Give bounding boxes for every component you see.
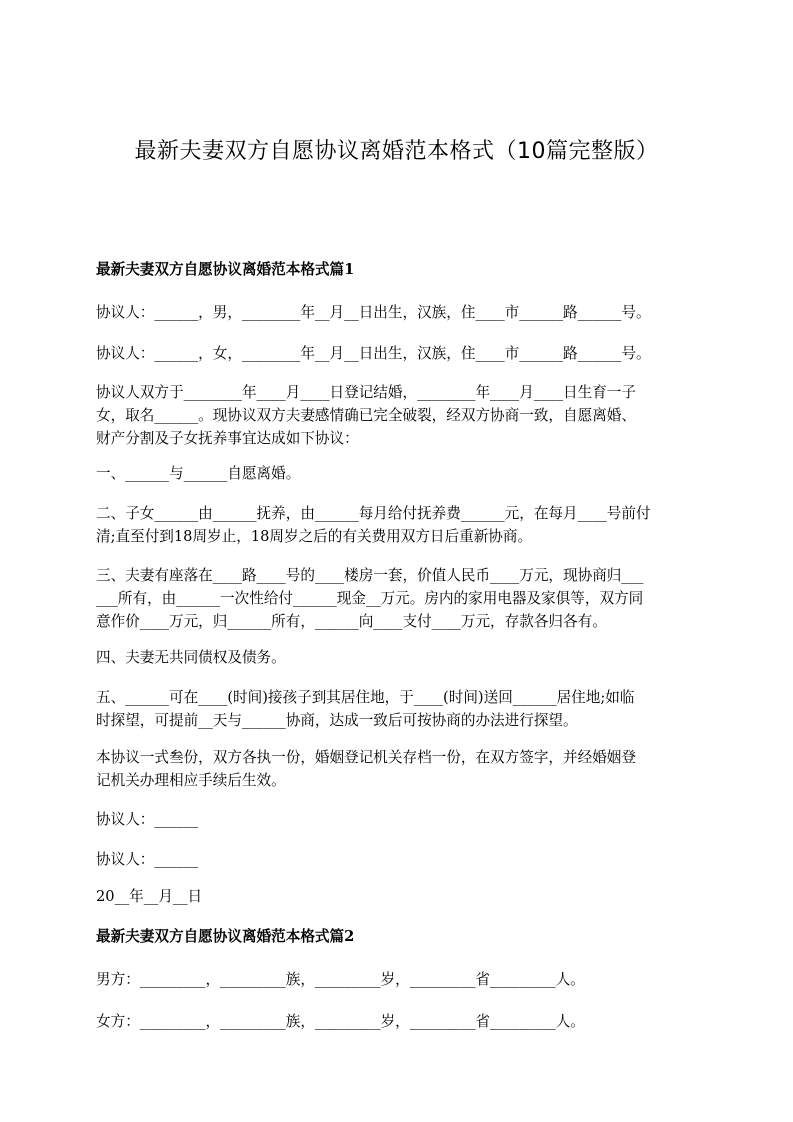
clause-2 xyxy=(96,502,708,548)
marriage-paragraph xyxy=(96,381,708,450)
male-line: 男方：_________，_________族，_________岁，_________省_________人。 xyxy=(96,971,585,988)
female-line: 女方：_________，_________族，_________岁，_________省_________人。 xyxy=(96,1013,585,1030)
effect-paragraph xyxy=(96,746,708,792)
clause-2-line-1: 二、子女______由______抚养，由______每月给付抚养费______元，在每月____号前付 xyxy=(96,505,651,522)
section1-heading: 最新夫妻双方自愿协议离婚范本格式篇1 xyxy=(96,261,355,278)
marriage-line-2: 女，取名______。现协议双方夫妻感情确已完全破裂，经双方协商一致，自愿离婚、 xyxy=(96,407,636,424)
signature-1: 协议人：______ xyxy=(96,811,199,828)
clause-3 xyxy=(96,564,708,633)
marriage-line-3: 财产分割及子女抚养事宜达成如下协议： xyxy=(96,430,359,447)
clause-5 xyxy=(96,686,708,732)
clause-4: 四、夫妻无共同债权及债务。 xyxy=(96,649,286,666)
clause-5-line-1: 五、______可在____(时间)接孩子到其居住地，于____(时间)送回______居住地;如临 xyxy=(96,689,635,706)
date-line: 20__年__月__日 xyxy=(96,888,203,905)
clause-3-line-1: 三、夫妻有座落在____路____号的____楼房一套，价值人民币____万元，现协商归___ xyxy=(96,567,644,584)
effect-line-1: 本协议一式叁份，双方各执一份，婚姻登记机关存档一份，在双方签字，并经婚姻登 xyxy=(96,749,636,766)
clause-3-line-2: ___所有，由______一次性给付______现金__万元。房内的家用电器及家俱等，双方同 xyxy=(96,590,644,607)
party2-line: 协议人：______，女，________年__月__日出生，汉族，住____市______路______号。 xyxy=(96,345,651,362)
party1-line: 协议人：______，男，________年__月__日出生，汉族，住____市______路______号。 xyxy=(96,304,651,321)
clause-1: 一、______与______自愿离婚。 xyxy=(96,465,301,482)
clause-3-line-3: 意作价____万元，归______所有，______向____支付____万元，存款各归各有。 xyxy=(96,613,607,630)
signature-2: 协议人：______ xyxy=(96,851,199,868)
clause-5-line-2: 时探望，可提前__天与______协商，达成一致后可按协商的办法进行探望。 xyxy=(96,712,578,729)
effect-line-2: 记机关办理相应手续后生效。 xyxy=(96,772,286,789)
document-title: 最新夫妻双方自愿协议离婚范本格式（10篇完整版） xyxy=(134,139,659,164)
marriage-line-1: 协议人双方于________年____月____日登记结婚，________年____月____日生育一子 xyxy=(96,384,636,401)
clause-2-line-2: 清;直至付到18周岁止，18周岁之后的有关费用双方日后重新协商。 xyxy=(96,528,533,545)
section2-heading: 最新夫妻双方自愿协议离婚范本格式篇2 xyxy=(96,928,355,945)
